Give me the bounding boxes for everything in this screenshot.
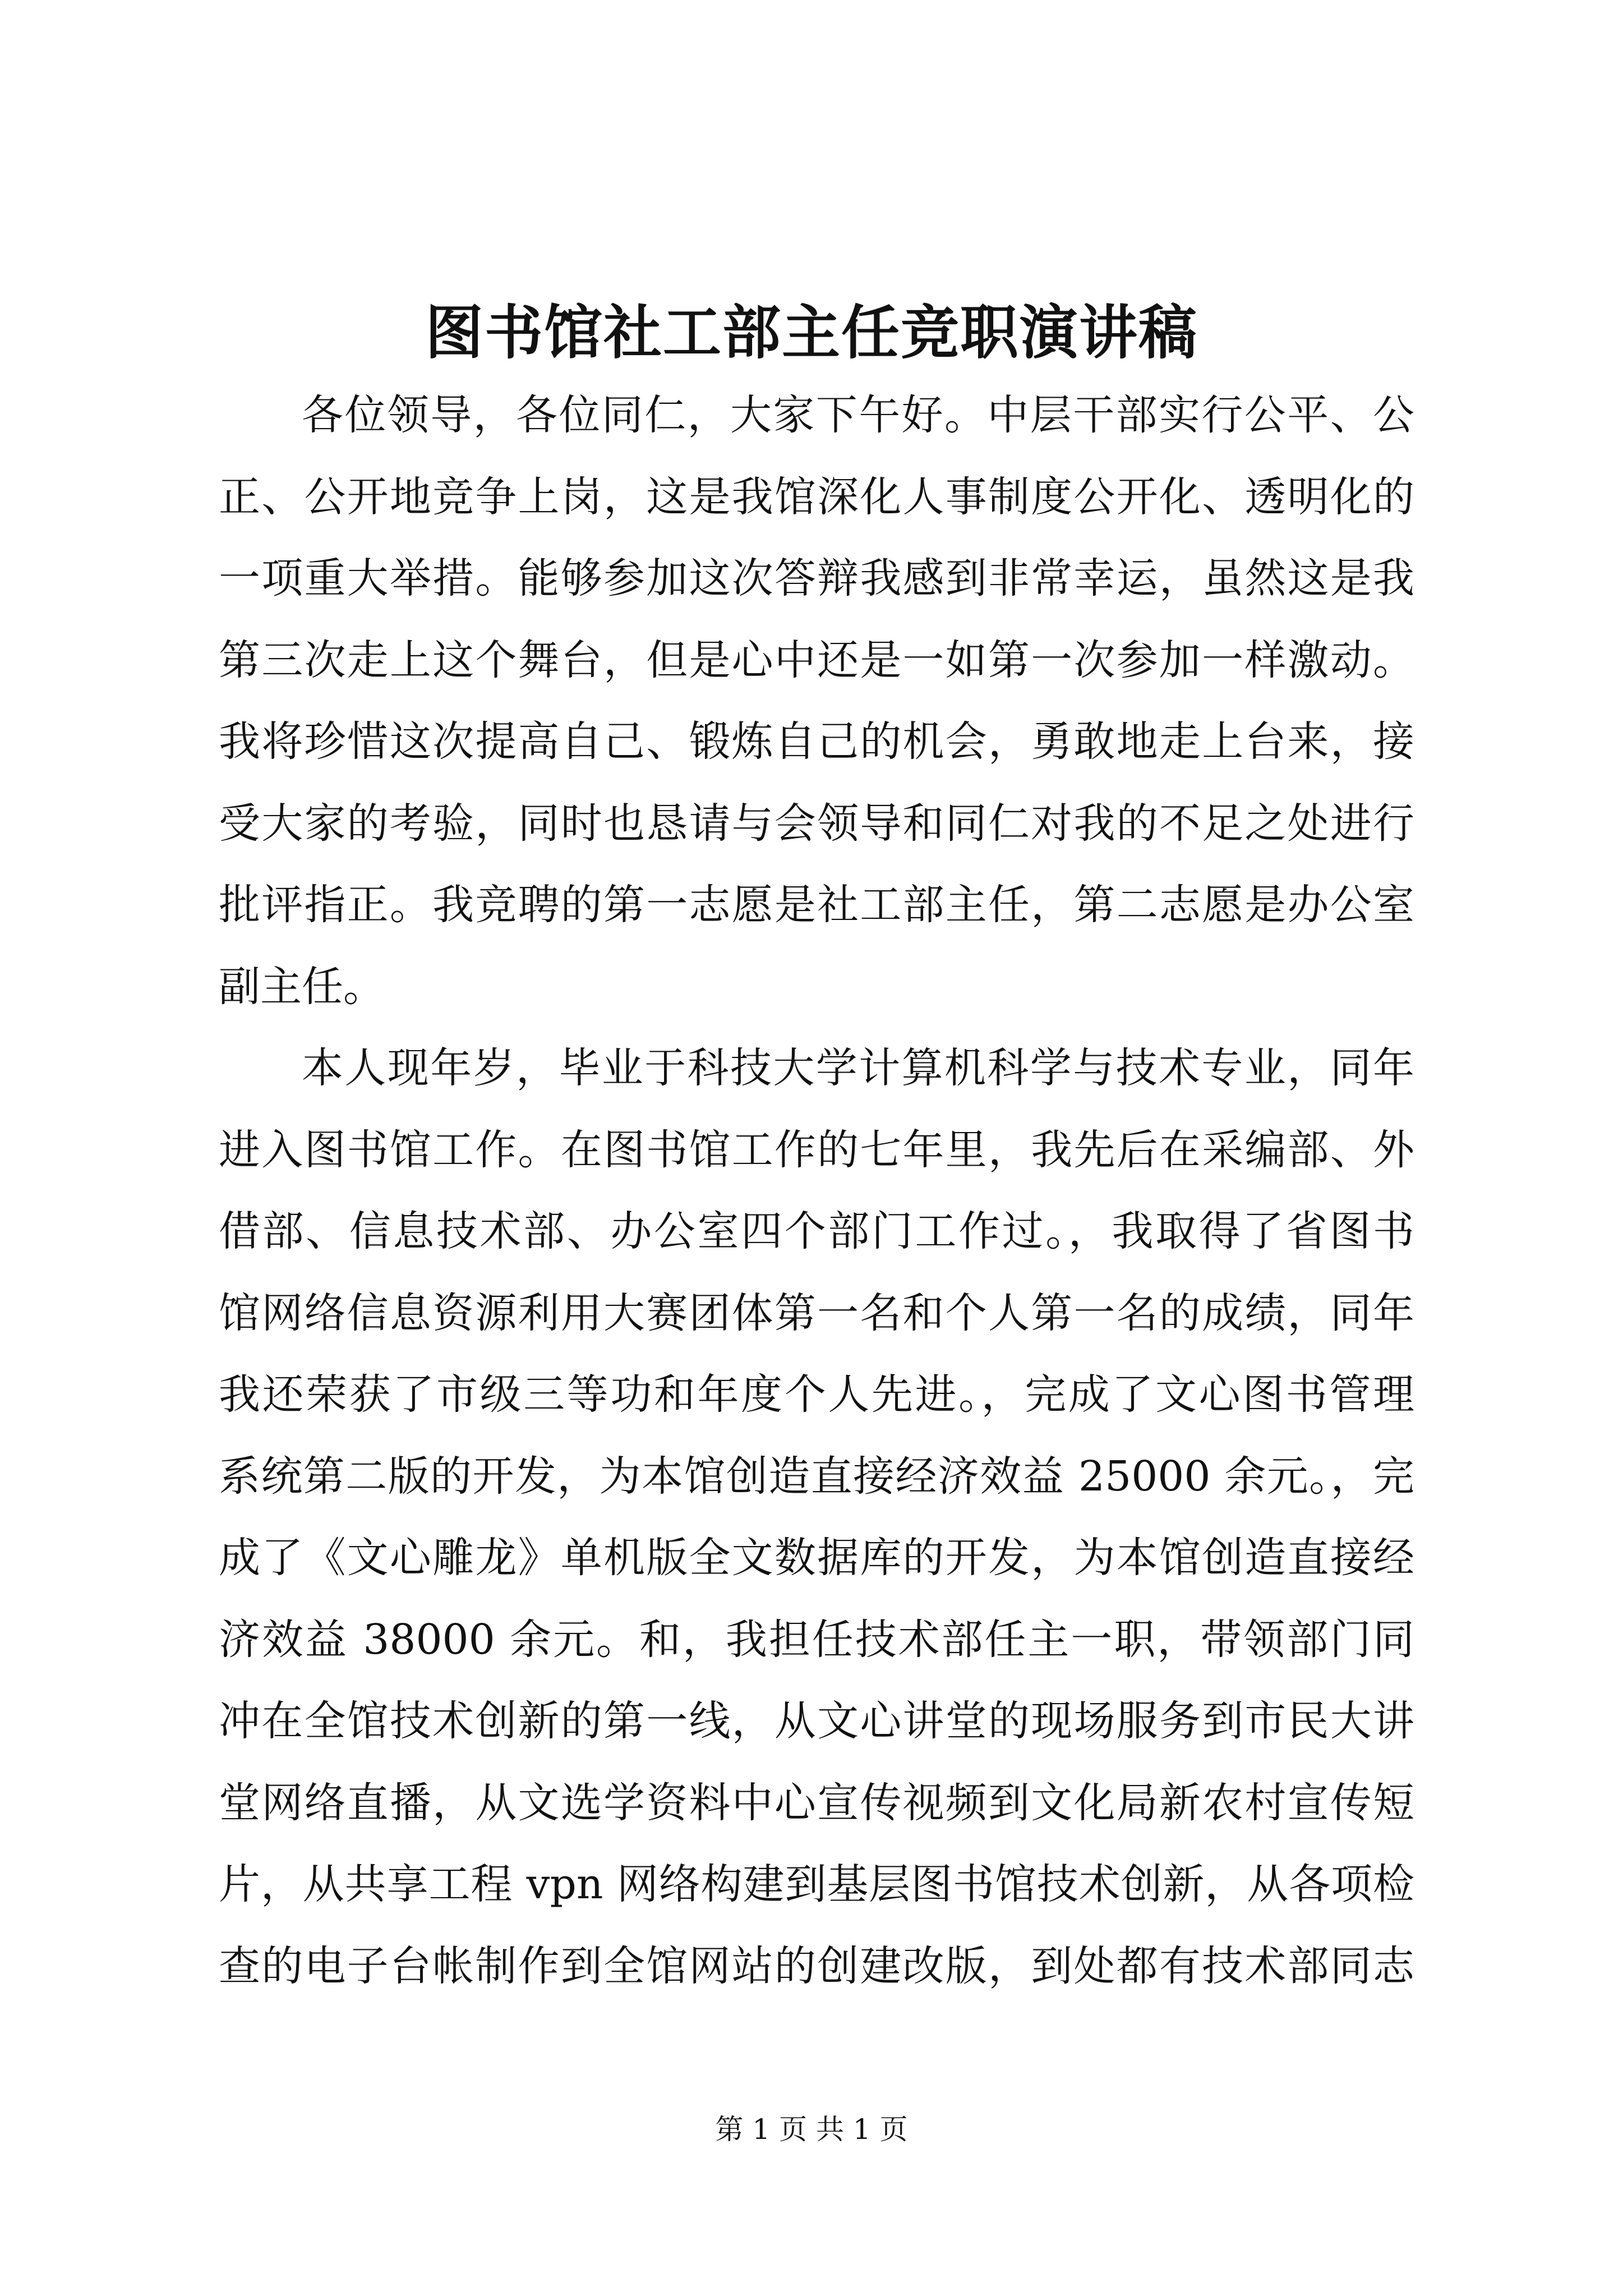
paragraph-line: 片，从共享工程 vpn 网络构建到基层图书馆技术创新，从各项检 [219,1860,1414,1908]
paragraph-line: 系统第二版的开发，为本馆创造直接经济效益 25000 余元。，完 [219,1452,1414,1501]
page-number-footer: 第 1 页 共 1 页 [715,2113,908,2146]
paragraph-line: 堂网络直播，从文选学资料中心宣传视频到文化局新农村宣传短 [219,1778,1414,1827]
paragraph-line: 查的电子台帐制作到全馆网站的创建改版，到处都有技术部同志 [219,1941,1414,1990]
paragraph-line: 正、公开地竞争上岗，这是我馆深化人事制度公开化、透明化的 [219,472,1414,521]
paragraph-line: 我将珍惜这次提高自己、锻炼自己的机会，勇敢地走上台来，接 [219,717,1414,766]
paragraph-line: 济效益 38000 余元。和，我担任技术部任主一职，带领部门同 [219,1615,1414,1664]
paragraph-line: 进入图书馆工作。在图书馆工作的七年里，我先后在采编部、外 [219,1125,1414,1174]
document-title: 图书馆社工部主任竞职演讲稿 [425,298,1198,367]
paragraph-1 [219,375,1414,1028]
paragraph-line: 受大家的考验，同时也恳请与会领导和同仁对我的不足之处进行 [219,799,1414,848]
paragraph-line: 第三次走上这个舞台，但是心中还是一如第一次参加一样激动。 [219,636,1414,684]
document-body [219,375,1414,2007]
paragraph-line: 一项重大举措。能够参加这次答辩我感到非常幸运，虽然这是我 [219,554,1414,602]
paragraph-line: 馆网络信息资源利用大赛团体第一名和个人第一名的成绩，同年 [219,1289,1414,1337]
paragraph-line: 冲在全馆技术创新的第一线，从文心讲堂的现场服务到市民大讲 [219,1697,1414,1745]
paragraph-line: 成了《文心雕龙》单机版全文数据库的开发，为本馆创造直接经 [219,1534,1414,1582]
paragraph-line: 我还荣获了市级三等功和年度个人先进。，完成了文心图书管理 [219,1370,1414,1419]
paragraph-line: 借部、信息技术部、办公室四个部门工作过。，我取得了省图书 [219,1207,1414,1255]
paragraph-line: 本人现年岁，毕业于科技大学计算机科学与技术专业，同年 [302,1044,1414,1092]
paragraph-line: 副主任。 [219,962,385,1011]
paragraph-line: 各位领导，各位同仁，大家下午好。中层干部实行公平、公 [302,391,1414,439]
paragraph-2 [219,1028,1414,2007]
paragraph-line: 批评指正。我竞聘的第一志愿是社工部主任，第二志愿是办公室 [219,881,1414,929]
